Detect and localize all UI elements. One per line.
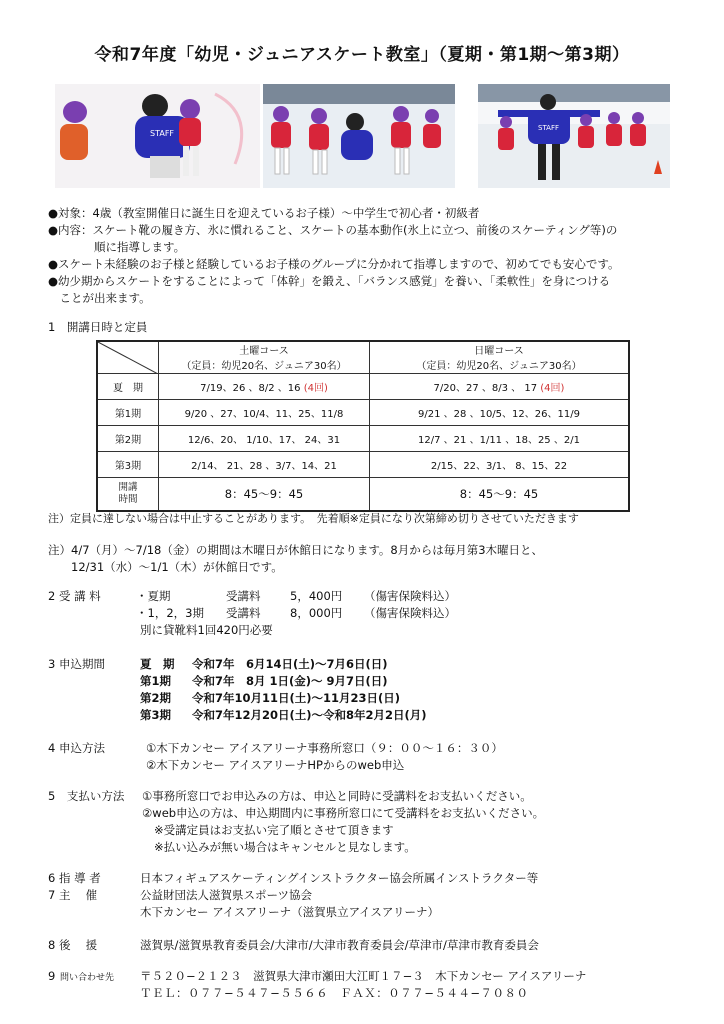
table-corner	[97, 341, 159, 373]
intro-line-3: 順に指導します。	[48, 240, 186, 254]
sunday-course-capacity: （定員：幼児20名、ジュニア30名）	[416, 361, 582, 373]
payment-line-2: ②web申込の方は、申込期間内に事務所窓口にて受講料をお支払いください。	[142, 806, 545, 820]
sat-dates: 12/6、20、 1/10、17、 24、31	[159, 425, 370, 451]
table-row	[97, 451, 629, 477]
fee-heading: 2 受 講 料	[48, 589, 101, 603]
support-heading: 8 後 援	[48, 938, 98, 952]
staff-print-2: STAFF	[538, 124, 560, 132]
time-label: 開講 時間	[97, 477, 159, 511]
note-closed-days-2: 12/31（水）〜1/1（木）が休館日です。	[48, 560, 283, 574]
fee-term-note: （傷害保険料込）	[364, 606, 456, 620]
contact-address: 〒５２０−２１２３ 滋賀県大津市瀬田大江町１７−３ 木下カンセー アイスアリーナ	[140, 969, 587, 983]
table-row	[97, 373, 629, 399]
count-note: (4回)	[540, 382, 565, 394]
sat-dates: 9/20 、27、10/4、11、25、11/8	[159, 399, 370, 425]
intro-line-6: ことが出来ます。	[48, 291, 151, 305]
schedule-table	[96, 340, 630, 512]
section-1-heading: 1 開講日時と定員	[48, 320, 148, 334]
sun-time: 8：45〜9：45	[370, 477, 630, 511]
apply-date: 令和7年10月11日(土)〜11月23日(日)	[192, 691, 401, 705]
fee-term-label: ・1，2，3期	[136, 606, 204, 620]
sat-time: 8：45〜9：45	[159, 477, 370, 511]
method-counter: ①木下カンセー アイスアリーナ事務所窓口（９：００〜１６：３０）	[146, 741, 503, 755]
row-label: 第2期	[97, 425, 159, 451]
note-closed-days-1: 注）4/7（月）〜7/18（金）の期間は木曜日が休館日になります。8月からは毎月第3木曜日と、	[48, 543, 544, 557]
apply-term: 第3期	[140, 708, 172, 722]
intro-line-4: ●スケート未経験のお子様と経験しているお子様のグループに分かれて指導しますので、初めてでも安心です。	[48, 257, 620, 271]
instructor-text: 日本フィギュアスケーティングインストラクター協会所属インストラクター等	[140, 871, 539, 885]
intro-line-2: ●内容：スケート靴の履き方、氷に慣れること、スケートの基本動作(氷上に立つ、前後のスケーティング等)の	[48, 223, 618, 237]
photo-group-lesson	[263, 84, 455, 188]
photo-instructor-helping-child	[55, 84, 260, 188]
table-row	[97, 399, 629, 425]
support-text: 滋賀県/滋賀県教育委員会/大津市/大津市教育委員会/草津市/草津市教育委員会	[140, 938, 539, 952]
count-note: (4回)	[303, 382, 328, 394]
fee-summer-label: ・夏期	[136, 589, 171, 603]
saturday-course-capacity: （定員：幼児20名、ジュニア30名）	[181, 361, 347, 373]
apply-term: 第2期	[140, 691, 172, 705]
fee-summer-note: （傷害保険料込）	[364, 589, 456, 603]
intro-line-1: ●対象：4歳（教室開催日に誕生日を迎えているお子様）〜中学生で初心者・初級者	[48, 206, 480, 220]
staff-print: STAFF	[150, 129, 175, 138]
table-row	[97, 425, 629, 451]
fee-summer-amount: 5，400円	[290, 589, 343, 603]
apply-term: 第1期	[140, 674, 172, 688]
apply-date: 令和7年 6月14日(土)〜7月6日(日)	[192, 657, 388, 671]
fee-shoe-rental: 別に貸靴料1回420円必要	[140, 623, 273, 637]
sun-dates: 7/20、27 、8/3 、 17 (4回)	[370, 373, 630, 399]
photo-staff-demonstration	[478, 84, 670, 188]
intro-line-5: ●幼少期からスケートをすることによって「体幹」を鍛え、「バランス感覚」を養い、「柔軟性」を身につける	[48, 274, 611, 288]
contact-heading: 問い合わせ先	[60, 973, 115, 983]
payment-line-1: ①事務所窓口でお申込みの方は、申込と同時に受講料をお支払いください。	[142, 789, 532, 803]
apply-date: 令和7年12月20日(土)〜令和8年2月2日(月)	[192, 708, 427, 722]
sat-dates: 2/14、 21、28 、3/7、14、21	[159, 451, 370, 477]
contact-heading-number: 9	[48, 969, 56, 983]
organizer-line-1: 公益財団法人滋賀県スポーツ協会	[140, 888, 313, 902]
payment-note-2: ※払い込みが無い場合はキャンセルと見なします。	[154, 840, 416, 854]
sun-dates: 9/21 、28 、10/5、12、26、11/9	[370, 399, 630, 425]
table-row	[97, 477, 629, 511]
payment-note-1: ※受講定員はお支払い完了順とさせて頂きます	[154, 823, 394, 837]
fee-term-amount: 8，000円	[290, 606, 343, 620]
apply-date: 令和7年 8月 1日(金)〜 9月7日(日)	[192, 674, 388, 688]
fee-term-kind: 受講料	[226, 606, 261, 620]
organizer-line-2: 木下カンセー アイスアリーナ（滋賀県立アイスアリーナ）	[140, 905, 439, 919]
row-label: 第1期	[97, 399, 159, 425]
sun-dates: 2/15、22、3/1、 8、15、22	[370, 451, 630, 477]
fee-summer-kind: 受講料	[226, 589, 261, 603]
method-heading: 4 申込方法	[48, 741, 105, 755]
sat-dates: 7/19、26 、8/2 、16 (4回)	[159, 373, 370, 399]
saturday-course-title: 土曜コース	[239, 346, 289, 358]
sun-dates: 12/7 、21 、1/11 、18、25 、2/1	[370, 425, 630, 451]
row-label: 第3期	[97, 451, 159, 477]
method-web: ②木下カンセー アイスアリーナHPからのweb申込	[146, 758, 405, 772]
row-label: 夏 期	[97, 373, 159, 399]
contact-phone-fax: ＴＥＬ：０７７−５４７−５５６６ ＦＡＸ：０７７−５４４−７０８０	[140, 986, 529, 1000]
note-capacity: 注）定員に達しない場合は中止することがあります。 先着順※定員になり次第締め切りさせていただきます	[48, 512, 579, 525]
sunday-course-header	[370, 341, 630, 373]
payment-heading: 5 支払い方法	[48, 789, 125, 803]
apply-period-heading: 3 申込期間	[48, 657, 105, 671]
sunday-course-title: 日曜コース	[474, 346, 524, 358]
page-title: 令和7年度「幼児・ジュニアスケート教室」（夏期・第1期〜第3期）	[94, 45, 630, 65]
instructor-heading: 6 指 導 者	[48, 871, 101, 885]
saturday-course-header	[159, 341, 370, 373]
apply-term: 夏 期	[140, 657, 175, 671]
organizer-heading: 7 主 催	[48, 888, 98, 902]
